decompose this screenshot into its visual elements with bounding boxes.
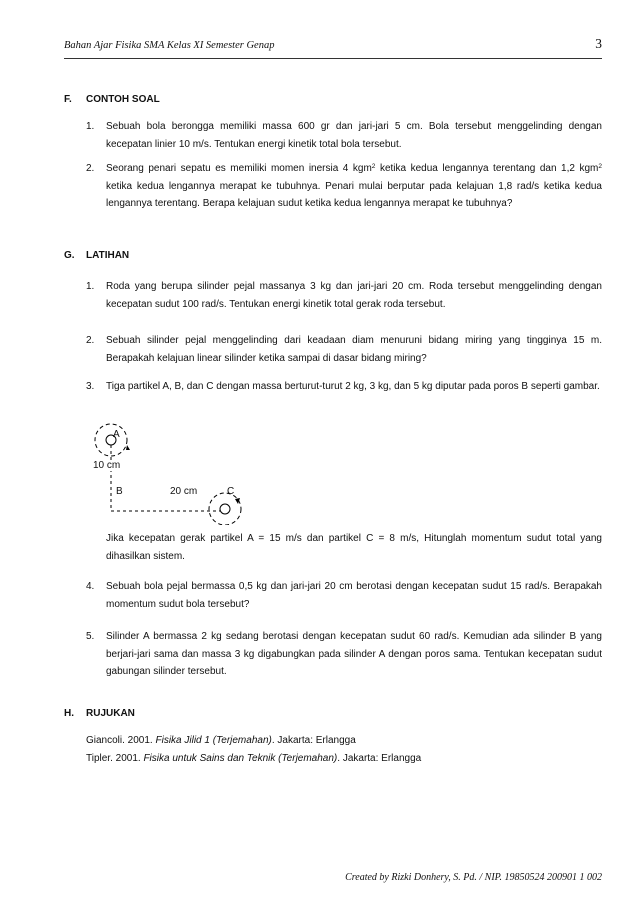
item-text: Sebuah silinder pejal menggelinding dari keadaan diam menuruni bidang miring yang tingginya 15 m. Berapakah kelajuan linear silinder ketika sampai di dasar bidang miring?: [106, 335, 602, 364]
item-text: [106, 160, 602, 213]
section-f-heading: [64, 94, 160, 105]
item-text: Tiga partikel A, B, dan C dengan massa berturut-turut 2 kg, 3 kg, dan 5 kg diputar pada poros B seperti gambar.: [106, 381, 600, 392]
item-number: 1.: [86, 121, 95, 132]
label-dist-ab: 10 cm: [93, 460, 121, 471]
section-h-title: RUJUKAN: [86, 708, 135, 719]
superscript: 2: [371, 163, 376, 170]
reference-publisher: . Jakarta: Erlangga: [271, 735, 356, 746]
latihan-1: [86, 278, 602, 313]
label-dist-bc: 20 cm: [170, 486, 198, 497]
section-f-label: F.: [64, 94, 72, 105]
item-number: 2.: [86, 335, 95, 346]
latihan-3: [86, 378, 602, 396]
contoh-soal-1: [86, 118, 602, 153]
item-text: Sebuah bola pejal bermassa 0,5 kg dan jari-jari 20 cm berotasi dengan kecepatan sudut 15 rad/s. Berapakah momentum sudut bola tersebut?: [106, 581, 602, 610]
item-text: Sebuah bola berongga memiliki massa 600 gr dan jari-jari 5 cm. Bola tersebut menggelinding dengan kecepatan linier 10 m/s. Tentukan energi kinetik total bola tersebut.: [106, 121, 602, 150]
particle-c: [220, 504, 230, 514]
label-b: B: [116, 486, 123, 497]
item-text: Roda yang berupa silinder pejal massanya 3 kg dan jari-jari 20 cm. Roda tersebut menggelinding dengan kecepatan sudut 100 rad/s. Tentukan energi kinetik total gerak roda tersebut.: [106, 281, 602, 310]
section-g-heading: [64, 250, 129, 261]
latihan-4: [86, 578, 602, 613]
item-text-part-b: ketika kedua lengannya terentang dan 1,2 kgm: [375, 163, 599, 174]
superscript: 2: [598, 163, 602, 170]
diagram-note: Jika kecepatan gerak partikel A = 15 m/s dan partikel C = 8 m/s, Hitunglah momentum sudut total yang dihasilkan sistem.: [106, 533, 602, 562]
header-title: Bahan Ajar Fisika SMA Kelas XI Semester Genap: [64, 40, 275, 51]
item-number: 5.: [86, 631, 95, 642]
latihan-5: [86, 628, 602, 681]
page-header: [64, 36, 602, 59]
item-text-part-a: Seorang penari sepatu es memiliki momen inersia 4 kgm: [106, 163, 372, 174]
item-number: 2.: [86, 163, 95, 174]
item-text: Silinder A bermassa 2 kg sedang berotasi dengan kecepatan sudut 60 rad/s. Kemudian ada silinder B yang berjari-jari sama dan massa 3 kg digabungkan pada silinder A dengan poros sama. Tentukan kecepatan sudut gabungan silinder tersebut.: [106, 631, 602, 677]
diagram-graphic: [80, 420, 280, 525]
item-number: 1.: [86, 281, 95, 292]
reference-author-year: Tipler. 2001.: [86, 753, 144, 764]
reference-author-year: Giancoli. 2001.: [86, 735, 156, 746]
section-h-label: H.: [64, 708, 74, 719]
reference-publisher: . Jakarta: Erlangga: [337, 753, 422, 764]
item-text-part-c: ketika kedua lengannya merapat ke tubuhnya. Penari mulai berputar pada kelajuan 1,8 rad/s ketika kedua lengannya terentang. Berapa kelajuan sudut ketika kedua lengannya merapat ke tubuhnya?: [106, 180, 602, 209]
page-number: 3: [595, 36, 602, 51]
item-number: 4.: [86, 581, 95, 592]
arrow-a: [126, 445, 130, 450]
label-c: C: [227, 486, 235, 497]
reference-title: Fisika untuk Sains dan Teknik (Terjemahan): [143, 753, 338, 764]
latihan-2: [86, 332, 602, 367]
label-a: A: [113, 429, 120, 440]
reference-title: Fisika Jilid 1 (Terjemahan): [155, 735, 272, 746]
rotation-diagram: [80, 420, 280, 525]
section-f-title: CONTOH SOAL: [86, 94, 160, 105]
item-number: 3.: [86, 381, 95, 392]
section-g-label: G.: [64, 250, 75, 261]
contoh-soal-2: [86, 160, 602, 213]
section-h-heading: [64, 708, 135, 719]
reference-2: [86, 753, 421, 764]
section-g-title: LATIHAN: [86, 250, 130, 261]
reference-1: [86, 735, 356, 746]
page-footer: Created by Rizki Donhery, S. Pd. / NIP. 19850524 200901 1 002: [345, 872, 602, 883]
